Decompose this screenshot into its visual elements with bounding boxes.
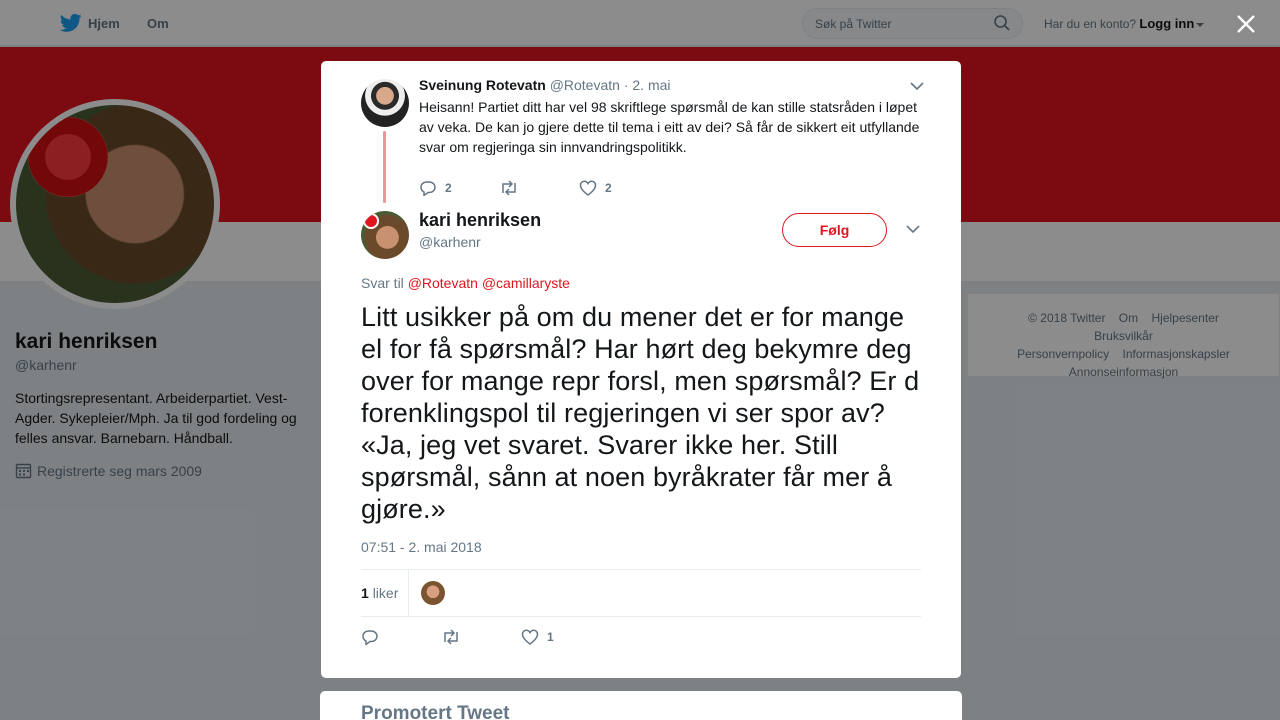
previous-tweet-date[interactable]: · 2. mai — [623, 77, 671, 93]
retweet-icon — [499, 180, 519, 196]
reply-button[interactable] — [361, 629, 441, 645]
tweet-author-handle[interactable]: @karhenr — [419, 234, 481, 250]
reply-to-line — [361, 275, 570, 291]
chevron-down-icon[interactable] — [910, 81, 924, 91]
tweet-actions — [361, 629, 601, 645]
heart-icon — [579, 180, 597, 196]
follow-button[interactable]: Følg — [782, 213, 887, 247]
search-input[interactable]: Søk på Twitter — [802, 8, 1023, 39]
previous-author-name[interactable]: Sveinung Rotevatn — [419, 77, 546, 93]
footer-link-privacy[interactable]: Personvernpolicy — [1017, 347, 1110, 361]
thread-connector — [383, 131, 386, 203]
footer-link-about[interactable]: Om — [1118, 311, 1139, 325]
login-question: Har du en konto? — [1044, 17, 1137, 31]
mention-link[interactable]: @Rotevatn — [407, 275, 478, 291]
reply-button[interactable] — [419, 180, 499, 196]
reply-icon — [419, 180, 437, 196]
previous-tweet-actions — [419, 180, 659, 196]
footer-link-help[interactable]: Hjelpesenter — [1151, 311, 1219, 325]
previous-tweet-text: Heisann! Partiet ditt har vel 98 skriftlege spørsmål de kan stille statsråden i løpet av veka. De kan jo gjere dette til tema i eitt av dei? Så får de sikkert eit utfyllande svar om regjeringa sin innvandringspolitikk. — [419, 99, 920, 155]
profile-name: kari henriksen — [15, 330, 158, 353]
footer-link-cookies[interactable]: Informasjonskapsler — [1122, 347, 1230, 361]
footer-copyright: © 2018 Twitter — [1028, 311, 1106, 325]
heart-icon — [521, 629, 539, 645]
tweet-author-avatar[interactable] — [361, 211, 409, 259]
like-count: 1 — [547, 630, 554, 644]
reply-count: 2 — [445, 181, 452, 195]
retweet-icon — [441, 629, 461, 645]
profile-bio: Stortingsrepresentant. Arbeiderpartiet. Vest-Agder. Sykepleier/Mph. Ja til god fordeling og felles ansvar. Barnebarn. Håndball. — [15, 390, 297, 446]
like-count: 2 — [605, 181, 612, 195]
liker-avatar[interactable] — [421, 581, 445, 605]
likes-number: 1 — [361, 585, 369, 601]
promoted-tweet-card — [320, 691, 962, 720]
like-button[interactable] — [521, 629, 601, 645]
login-link[interactable]: Logg inn — [1139, 16, 1195, 31]
tweet-text: Litt usikker på om du mener det er for mange el for få spørsmål? Har hørt deg bekymre deg over for mange repr forsl, men spørsmål? Er d forenklingspol til regjeringen vi ser spor av? «Ja, jeg vet svaret. Svarer ikke her. Still spørsmål, sånn at noen byråkrater får mer å gjøre.» — [361, 302, 920, 524]
nav-about-link[interactable]: Om — [147, 16, 169, 31]
footer-link-ads-info[interactable]: Annonseinformasjon — [1068, 365, 1179, 379]
promoted-tweet-title: Promotert Tweet — [361, 703, 510, 720]
reply-icon — [361, 629, 379, 645]
likes-label: liker — [372, 585, 399, 601]
party-rose-logo — [363, 213, 379, 229]
reply-to-prefix: Svar til — [361, 275, 404, 291]
previous-author-handle[interactable]: @Rotevatn — [549, 77, 620, 93]
tweet-author-name[interactable]: kari henriksen — [419, 210, 542, 230]
footer-link-terms[interactable]: Bruksvilkår — [1094, 329, 1153, 343]
author-avatar[interactable] — [361, 79, 409, 127]
tweet-modal — [321, 61, 961, 678]
tweet-stats — [361, 569, 921, 617]
chevron-down-icon[interactable] — [906, 224, 920, 234]
likes-stat[interactable] — [361, 585, 398, 601]
nav-home-label: Hjem — [88, 15, 120, 31]
close-icon[interactable] — [1233, 11, 1259, 37]
retweet-button[interactable] — [499, 180, 579, 196]
stats-divider — [408, 570, 409, 616]
profile-handle: @karhenr — [15, 357, 77, 373]
mention-link[interactable]: @camillaryste — [481, 275, 570, 291]
previous-tweet-header — [419, 77, 671, 93]
retweet-button[interactable] — [441, 629, 521, 645]
joined-text: Registrerte seg mars 2009 — [37, 462, 202, 479]
like-button[interactable] — [579, 180, 659, 196]
tweet-timestamp[interactable]: 07:51 - 2. mai 2018 — [361, 539, 482, 555]
